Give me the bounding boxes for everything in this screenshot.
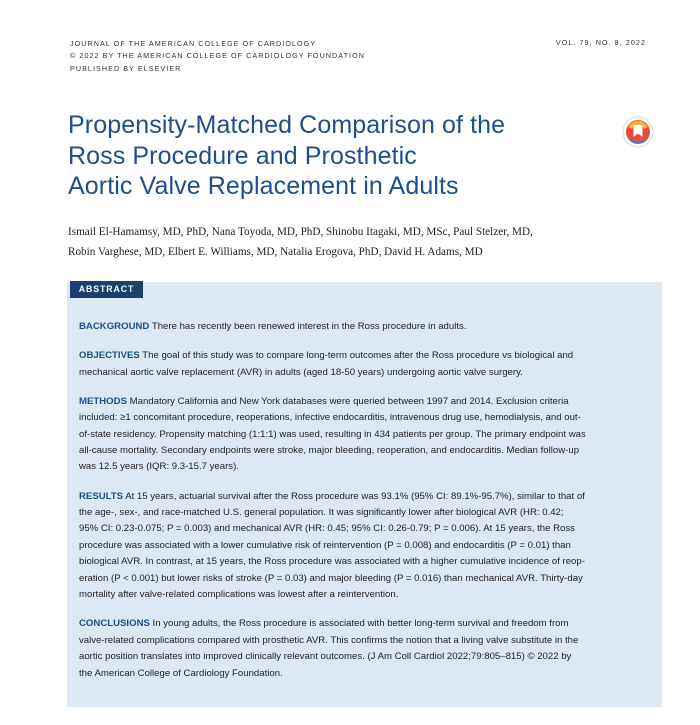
section-text: all-cause mortality. Secondary endpoints were stroke, major bleeding, reoperation, and endocarditis. Median follow-up — [79, 445, 580, 457]
author-line: Robin Varghese, MD, Elbert E. Williams, MD, Natalia Erogova, PhD, David H. Adams, MD — [68, 245, 483, 258]
conclusions-section — [79, 616, 663, 682]
section-text: The goal of this study was to compare long-term outcomes after the Ross procedure vs biological and — [139, 350, 574, 362]
section-text: included: ≥1 concomitant procedure, reoperations, infective endocarditis, intravenous drug use, hemodialysis, and out- — [79, 412, 581, 424]
section-text: was 12.5 years (IQR: 9.3-15.7 years). — [79, 461, 239, 473]
journal-header — [70, 38, 365, 75]
section-text: In young adults, the Ross procedure is associated with better long-term survival and freedom from — [149, 618, 569, 630]
author-line: Ismail El-Hamamsy, MD, PhD, Nana Toyoda, MD, PhD, Shinobu Itagaki, MD, MSc, Paul Stelzer, MD, — [68, 226, 533, 238]
section-text: mortality after valve-related complications was lowest after a reintervention. — [79, 589, 399, 601]
section-text: mechanical aortic valve replacement (AVR) in adults (aged 18-50 years) undergoing aortic valve surgery. — [79, 366, 523, 378]
results-section — [79, 489, 663, 604]
section-text: biological AVR. In contrast, at 15 years, the Ross procedure was associated with a higher cumulative incidence of reop- — [79, 556, 585, 568]
volume-info: VOL. 79, NO. 8, 2022 — [555, 38, 646, 47]
section-text: of-state residency. Propensity matching (1:1:1) was used, resulting in 434 patients per group. The primary endpoint was — [79, 428, 586, 440]
section-text: Mandatory California and New York databases were queried between 1997 and 2014. Exclusion criteria — [126, 395, 569, 407]
crossmark-icon[interactable] — [622, 116, 654, 148]
background-section — [79, 319, 663, 335]
section-text: valve-related complications compared with prosthetic AVR. This confirms the notion that a living valve substitute in the — [79, 634, 579, 646]
conclusions-label: CONCLUSIONS — [79, 618, 150, 630]
results-label: RESULTS — [79, 490, 124, 502]
section-text: There has recently been renewed interest in the Ross procedure in adults. — [149, 321, 467, 332]
title-line: Aortic Valve Replacement in Adults — [68, 172, 459, 200]
journal-name: JOURNAL OF THE AMERICAN COLLEGE OF CARDIOLOGY — [70, 39, 317, 48]
title-line: Ross Procedure and Prosthetic — [68, 141, 417, 170]
section-text: procedure was associated with a lower cumulative risk of reintervention (P = 0.008) and endocarditis (P = 0.01) than — [79, 539, 571, 551]
abstract-body — [79, 319, 663, 695]
author-list — [68, 223, 658, 262]
section-text: the age-, sex-, and race-matched U.S. general population. It was significantly lower after biological AVR (HR: 0.42; — [79, 507, 564, 519]
section-text: the American College of Cardiology Foundation. — [79, 667, 283, 679]
section-text: aortic position translates into improved clinically relevant outcomes. (J Am Coll Cardiol 2022;79:805–815) © 2022 by — [79, 651, 572, 663]
publisher-line: PUBLISHED BY ELSEVIER — [70, 63, 182, 73]
section-text: eration (P < 0.001) but lower risks of stroke (P = 0.03) and major bleeding (P = 0.016) than mechanical AVR. Thirty-day — [79, 572, 583, 584]
methods-label: METHODS — [79, 395, 127, 407]
background-label: BACKGROUND — [79, 321, 150, 332]
objectives-label: OBJECTIVES — [79, 350, 140, 362]
copyright-line: © 2022 BY THE AMERICAN COLLEGE OF CARDIOLOGY FOUNDATION — [70, 51, 365, 61]
title-line: Propensity-Matched Comparison of the — [68, 111, 506, 139]
section-text: At 15 years, actuarial survival after the Ross procedure was 93.1% (95% CI: 89.1%-95.7%), similar to that of — [123, 490, 585, 502]
abstract-tab: ABSTRACT — [70, 281, 143, 298]
section-text: 95% CI: 0.23-0.075; P = 0.003) and mechanical AVR (HR: 0.45; 95% CI: 0.26-0.79; P = 0.006). At 15 years, the Ross — [79, 523, 575, 535]
article-title — [68, 110, 628, 202]
methods-section — [79, 394, 663, 476]
objectives-section — [79, 348, 663, 381]
